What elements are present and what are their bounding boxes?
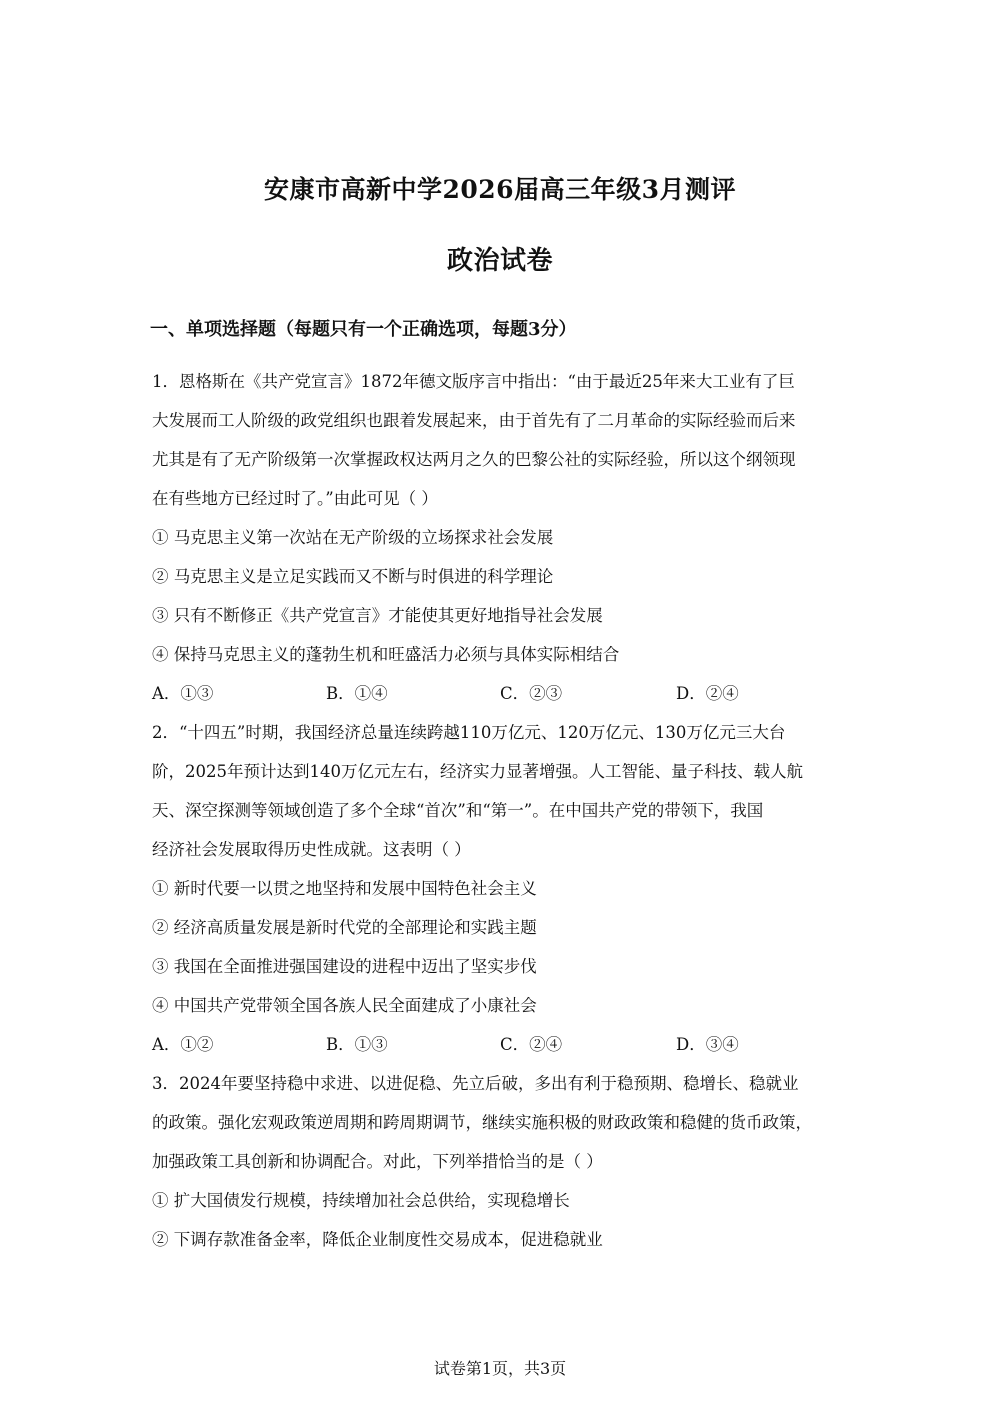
- q1-option-b: B．①④: [326, 684, 388, 703]
- q3-statement-2: ② 下调存款准备金率，降低企业制度性交易成本，促进稳就业: [152, 1230, 603, 1249]
- q2-stem-line-2: 阶，2025年预计达到140万亿元左右，经济实力显著增强。人工智能、量子科技、载人航: [152, 762, 803, 781]
- q3-stem-line-3: 加强政策工具创新和协调配合。对此，下列举措恰当的是（ ）: [152, 1152, 603, 1171]
- q2-stem-line-3: 天、深空探测等领域创造了多个全球“首次”和“第一”。在中国共产党的带领下，我国: [152, 801, 764, 820]
- q1-stem-line-4: 在有些地方已经过时了。”由此可见（ ）: [152, 489, 438, 508]
- page-footer: 试卷第1页，共3页: [433, 1359, 567, 1378]
- q1-option-d: D．②④: [676, 684, 739, 703]
- q2-option-d: D．③④: [676, 1035, 739, 1054]
- q1-statement-1: ① 马克思主义第一次站在无产阶级的立场探求社会发展: [152, 528, 554, 547]
- q3-stem-line-2: 的政策。强化宏观政策逆周期和跨周期调节，继续实施积极的财政政策和稳健的货币政策，: [152, 1113, 812, 1132]
- q1-option-a: A．①③: [152, 684, 214, 703]
- exam-subtitle: 政治试卷: [446, 246, 553, 276]
- q2-option-b: B．①③: [326, 1035, 388, 1054]
- q2-stem-line-1: 2．“十四五”时期，我国经济总量连续跨越110万亿元、120万亿元、130万亿元三大台: [152, 723, 786, 742]
- q1-statement-2: ② 马克思主义是立足实践而又不断与时俱进的科学理论: [152, 567, 554, 586]
- q1-statement-3: ③ 只有不断修正《共产党宣言》才能使其更好地指导社会发展: [152, 606, 603, 625]
- q1-stem-line-1: 1．恩格斯在《共产党宣言》1872年德文版序言中指出：“由于最近25年来大工业有了巨: [152, 372, 795, 391]
- q2-option-c: C．②④: [500, 1035, 563, 1054]
- q1-stem-line-2: 大发展而工人阶级的政党组织也跟着发展起来，由于首先有了二月革命的实际经验而后来: [152, 411, 796, 430]
- exam-title: 安康市高新中学2026届高三年级3月测评: [264, 175, 736, 204]
- q1-option-c: C．②③: [500, 684, 563, 703]
- q2-statement-2: ② 经济高质量发展是新时代党的全部理论和实践主题: [152, 918, 537, 937]
- q2-statement-4: ④ 中国共产党带领全国各族人民全面建成了小康社会: [152, 996, 537, 1015]
- q2-stem-line-4: 经济社会发展取得历史性成就。这表明（ ）: [152, 840, 471, 859]
- q3-stem-line-1: 3．2024年要坚持稳中求进、以进促稳、先立后破，多出有利于稳预期、稳增长、稳就业: [152, 1074, 799, 1093]
- q2-option-a: A．①②: [152, 1035, 214, 1054]
- q1-statement-4: ④ 保持马克思主义的蓬勃生机和旺盛活力必须与具体实际相结合: [152, 645, 620, 664]
- q2-statement-3: ③ 我国在全面推进强国建设的进程中迈出了坚实步伐: [152, 957, 537, 976]
- q3-statement-1: ① 扩大国债发行规模，持续增加社会总供给，实现稳增长: [152, 1191, 570, 1210]
- q1-stem-line-3: 尤其是有了无产阶级第一次掌握政权达两月之久的巴黎公社的实际经验，所以这个纲领现: [152, 450, 796, 469]
- q2-statement-1: ① 新时代要一以贯之地坚持和发展中国特色社会主义: [152, 879, 537, 898]
- section-heading: 一、单项选择题（每题只有一个正确选项，每题3分）: [150, 319, 577, 340]
